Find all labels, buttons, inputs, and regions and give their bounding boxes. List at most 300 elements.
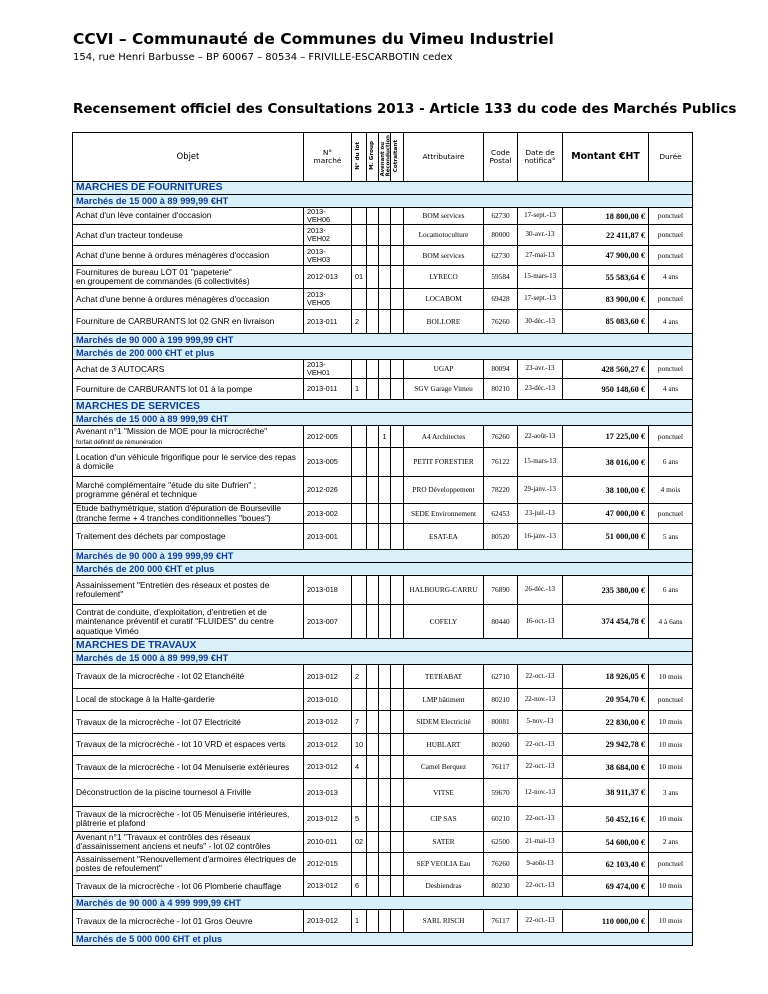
group-title: Marchés de 90 000 à 199 999,99 €HT (73, 334, 693, 347)
cell-avenant (379, 605, 391, 639)
cell-duree: ponctuel (649, 426, 693, 448)
group-title: Marchés de 90 000 à 4 999 999,99 €HT (73, 897, 693, 910)
cell-duree: ponctuel (649, 504, 693, 524)
cell-mgroup (367, 477, 379, 504)
cell-code-postal: 76260 (484, 426, 518, 448)
cell-marche: 2013-013 (304, 779, 352, 807)
cell-marche: 2012-015 (304, 853, 352, 876)
table-row (73, 689, 693, 711)
cell-avenant (379, 266, 391, 289)
objet-text: Achat d'une benne à ordures ménagères d'occasion (76, 293, 270, 304)
cell-duree: ponctuel (649, 225, 693, 246)
column-header-date: Date de notifica° (518, 133, 563, 182)
cell-mgroup (367, 360, 379, 379)
cell-attributaire: BOM services (404, 246, 484, 266)
cell-cotraitant (391, 524, 404, 550)
cell-montant: 29 942,78 € (563, 734, 649, 756)
cell-attributaire: ESAT-EA (404, 524, 484, 550)
cell-marche: 2012-026 (304, 477, 352, 504)
cell-code-postal: 80094 (484, 360, 518, 379)
cell-mgroup (367, 246, 379, 266)
objet-text: Location d'un véhicule frigorifique pour le service des repas à domicile (76, 451, 296, 472)
cell-objet (73, 289, 304, 310)
cell-objet (73, 756, 304, 779)
section-header (73, 182, 693, 195)
cell-montant: 55 583,64 € (563, 266, 649, 289)
objet-text: Achat d'un tracteur tondeuse (76, 229, 183, 240)
cell-code-postal: 62453 (484, 504, 518, 524)
group-header (73, 897, 693, 910)
cell-cotraitant (391, 379, 404, 400)
cell-date: 22-août-13 (518, 426, 563, 448)
cell-avenant (379, 711, 391, 734)
section-title: MARCHES DE TRAVAUX (73, 639, 693, 652)
cell-lot: 01 (352, 266, 367, 289)
objet-text: Marché complémentaire "étude du site Dufrien" ; programme général et technique (76, 479, 257, 500)
cell-attributaire: Locamotoculture (404, 225, 484, 246)
cell-code-postal: 62500 (484, 832, 518, 853)
cell-date: 15-mars-13 (518, 448, 563, 477)
column-header-montant: Montant €HT (563, 133, 649, 182)
cell-date: 23-déc.-13 (518, 379, 563, 400)
cell-date: 9-août-13 (518, 853, 563, 876)
cell-code-postal: 76117 (484, 910, 518, 933)
cell-code-postal: 59670 (484, 779, 518, 807)
table-row (73, 504, 693, 524)
cell-attributaire: BOLLORE (404, 310, 484, 334)
cell-mgroup (367, 605, 379, 639)
cell-montant: 18 926,05 € (563, 665, 649, 689)
cell-avenant (379, 225, 391, 246)
objet-text: Contrat de conduite, d'exploitation, d'entretien et de maintenance préventif et curatif "FLUIDES" du centre aquatique Viméo (76, 606, 274, 636)
cell-date: 22-oct.-13 (518, 910, 563, 933)
cell-objet (73, 477, 304, 504)
cell-lot (352, 360, 367, 379)
organization-name: CCVI – Communauté de Communes du Vimeu Industriel (73, 30, 554, 48)
cell-marche: 2013-VEH03 (304, 246, 352, 266)
cell-attributaire: SEP VEOLIA Eau (404, 853, 484, 876)
cell-cotraitant (391, 426, 404, 448)
cell-montant: 17 225,00 € (563, 426, 649, 448)
cell-duree: 4 ans (649, 310, 693, 334)
objet-text: Travaux de la microcrèche - lot 10 VRD et espaces verts (76, 739, 286, 750)
cell-date: 30-déc.-13 (518, 310, 563, 334)
cell-cotraitant (391, 807, 404, 832)
cell-attributaire: SEDE Environnement (404, 504, 484, 524)
cell-cotraitant (391, 576, 404, 605)
cell-attributaire: A4 Architectes (404, 426, 484, 448)
cell-duree: ponctuel (649, 208, 693, 225)
group-header (73, 195, 693, 208)
cell-marche: 2013-011 (304, 310, 352, 334)
cell-attributaire: PETIT FORESTIER (404, 448, 484, 477)
cell-objet (73, 524, 304, 550)
cell-duree: ponctuel (649, 246, 693, 266)
table-row (73, 665, 693, 689)
cell-marche: 2013-011 (304, 379, 352, 400)
cell-code-postal: 62730 (484, 208, 518, 225)
cell-lot (352, 576, 367, 605)
cell-cotraitant (391, 853, 404, 876)
cell-duree: 10 mois (649, 807, 693, 832)
objet-text: Local de stockage à la Halte-garderie (76, 694, 215, 705)
table-row (73, 832, 693, 853)
cell-montant: 110 000,00 € (563, 910, 649, 933)
table-header-row (73, 133, 693, 182)
cell-lot (352, 246, 367, 266)
cell-cotraitant (391, 689, 404, 711)
cell-lot: 6 (352, 876, 367, 897)
cell-avenant (379, 246, 391, 266)
cell-avenant (379, 310, 391, 334)
objet-text: Fournitures de bureau LOT 01 "papeterie" (76, 266, 232, 277)
cell-avenant (379, 807, 391, 832)
cell-cotraitant (391, 756, 404, 779)
cell-lot: 02 (352, 832, 367, 853)
cell-mgroup (367, 208, 379, 225)
group-header (73, 347, 693, 360)
objet-text: Fourniture de CARBURANTS lot 01 à la pompe (76, 383, 253, 394)
cell-cotraitant (391, 266, 404, 289)
objet-note: forfait définitif de rémunération (76, 438, 163, 446)
organization-address: 154, rue Henri Barbusse – BP 60067 – 80534 – FRIVILLE-ESCARBOTIN cedex (73, 52, 453, 63)
cell-date: 30-avr.-13 (518, 225, 563, 246)
cell-marche: 2013-VEH02 (304, 225, 352, 246)
table-row (73, 379, 693, 400)
section-title: MARCHES DE FOURNITURES (73, 182, 693, 195)
cell-mgroup (367, 665, 379, 689)
cell-objet (73, 448, 304, 477)
cell-code-postal: 80210 (484, 379, 518, 400)
cell-montant: 47 900,00 € (563, 246, 649, 266)
cell-attributaire: SGV Garage Vimeu (404, 379, 484, 400)
cell-mgroup (367, 807, 379, 832)
cell-mgroup (367, 504, 379, 524)
cell-mgroup (367, 379, 379, 400)
cell-marche: 2013-012 (304, 807, 352, 832)
cell-cotraitant (391, 734, 404, 756)
cell-avenant (379, 289, 391, 310)
cell-mgroup (367, 876, 379, 897)
cell-montant: 47 000,00 € (563, 504, 649, 524)
cell-mgroup (367, 689, 379, 711)
cell-duree: 3 ans (649, 779, 693, 807)
cell-objet (73, 504, 304, 524)
cell-date: 22-oct.-13 (518, 665, 563, 689)
group-title: Marchés de 15 000 à 89 999,99 €HT (73, 195, 693, 208)
cell-mgroup (367, 910, 379, 933)
cell-cotraitant (391, 246, 404, 266)
group-header (73, 413, 693, 426)
cell-marche: 2010-011 (304, 832, 352, 853)
cell-code-postal: 76122 (484, 448, 518, 477)
table-row (73, 360, 693, 379)
cell-lot (352, 605, 367, 639)
cell-lot (352, 504, 367, 524)
cell-cotraitant (391, 225, 404, 246)
cell-date: 23-avr.-13 (518, 360, 563, 379)
cell-attributaire: LYRECO (404, 266, 484, 289)
cell-attributaire: CIP SAS (404, 807, 484, 832)
cell-cotraitant (391, 711, 404, 734)
table-body (73, 182, 693, 946)
table-row (73, 524, 693, 550)
cell-lot (352, 779, 367, 807)
cell-cotraitant (391, 360, 404, 379)
cell-mgroup (367, 225, 379, 246)
cell-lot: 2 (352, 310, 367, 334)
cell-avenant (379, 379, 391, 400)
cell-objet (73, 310, 304, 334)
cell-mgroup (367, 310, 379, 334)
objet-text: Traitement des déchets par compostage (76, 531, 226, 542)
cell-attributaire: PRO Développement (404, 477, 484, 504)
cell-lot (352, 225, 367, 246)
objet-text: Assainissement "Renouvellement d'armoires électriques de postes de refoulement" (76, 853, 297, 874)
cell-avenant (379, 576, 391, 605)
cell-objet (73, 853, 304, 876)
cell-duree: ponctuel (649, 689, 693, 711)
cell-cotraitant (391, 289, 404, 310)
group-title: Marchés de 5 000 000 €HT et plus (73, 933, 693, 946)
cell-attributaire: LMP bâtiment (404, 689, 484, 711)
cell-marche: 2013-012 (304, 711, 352, 734)
table-row (73, 779, 693, 807)
cell-objet (73, 807, 304, 832)
cell-date: 17-sept.-13 (518, 289, 563, 310)
cell-marche: 2012-013 (304, 266, 352, 289)
cell-date: 22-oct.-13 (518, 807, 563, 832)
cell-duree: ponctuel (649, 360, 693, 379)
cell-date: 26-déc.-13 (518, 576, 563, 605)
cell-attributaire: VITSE (404, 779, 484, 807)
cell-objet (73, 779, 304, 807)
cell-montant: 51 000,00 € (563, 524, 649, 550)
cell-objet (73, 832, 304, 853)
cell-objet (73, 711, 304, 734)
cell-mgroup (367, 524, 379, 550)
cell-avenant (379, 208, 391, 225)
section-header (73, 400, 693, 413)
table-row (73, 426, 693, 448)
table-row (73, 734, 693, 756)
cell-montant: 20 954,70 € (563, 689, 649, 711)
objet-text-line2: en groupement de commandes (6 collectivités) (76, 276, 250, 287)
cell-attributaire: SARL RISCH (404, 910, 484, 933)
cell-avenant (379, 665, 391, 689)
cell-cotraitant (391, 477, 404, 504)
cell-marche: 2013-007 (304, 605, 352, 639)
cell-duree: 4 ans (649, 379, 693, 400)
cell-code-postal: 60210 (484, 807, 518, 832)
cell-date: 17-sept.-13 (518, 208, 563, 225)
cell-duree: ponctuel (649, 289, 693, 310)
cell-marche: 2013-001 (304, 524, 352, 550)
cell-attributaire: TETRABAT (404, 665, 484, 689)
cell-montant: 50 452,16 € (563, 807, 649, 832)
cell-montant: 22 411,87 € (563, 225, 649, 246)
cell-attributaire: Desbiendras (404, 876, 484, 897)
cell-lot: 1 (352, 379, 367, 400)
group-title: Marchés de 15 000 à 89 999,99 €HT (73, 413, 693, 426)
group-title: Marchés de 15 000 à 89 999,99 €HT (73, 652, 693, 665)
cell-code-postal: 80210 (484, 689, 518, 711)
table-row (73, 853, 693, 876)
cell-objet (73, 689, 304, 711)
cell-lot: 2 (352, 665, 367, 689)
cell-objet (73, 734, 304, 756)
cell-lot (352, 853, 367, 876)
objet-text: Achat d'un lève container d'occasion (76, 210, 212, 221)
cell-date: 27-mai-13 (518, 246, 563, 266)
cell-montant: 18 800,00 € (563, 208, 649, 225)
cell-montant: 374 454,78 € (563, 605, 649, 639)
cell-objet (73, 576, 304, 605)
group-header (73, 652, 693, 665)
cell-attributaire: SIDEM Electricité (404, 711, 484, 734)
cell-code-postal: 80081 (484, 711, 518, 734)
cell-attributaire: HUBLART (404, 734, 484, 756)
cell-marche: 2013-012 (304, 910, 352, 933)
cell-cotraitant (391, 832, 404, 853)
cell-mgroup (367, 448, 379, 477)
cell-cotraitant (391, 910, 404, 933)
cell-avenant (379, 504, 391, 524)
cell-objet (73, 246, 304, 266)
table-row (73, 448, 693, 477)
cell-duree: ponctuel (649, 853, 693, 876)
cell-mgroup (367, 734, 379, 756)
cell-objet (73, 225, 304, 246)
column-header-avenant: Avenant ou Reconduction (379, 133, 391, 182)
cell-objet (73, 665, 304, 689)
column-header-lot: N° du lot (352, 133, 367, 182)
cell-code-postal: 78220 (484, 477, 518, 504)
consultations-table (72, 132, 693, 946)
cell-cotraitant (391, 208, 404, 225)
table-row (73, 310, 693, 334)
table-row (73, 289, 693, 310)
cell-duree: 10 mois (649, 876, 693, 897)
cell-avenant (379, 524, 391, 550)
cell-lot: 4 (352, 756, 367, 779)
cell-montant: 85 083,60 € (563, 310, 649, 334)
objet-text: Avenant n°1 "Travaux et contrôles des réseaux d'assainissement anciens et neufs" - lot 02 contrôles (76, 831, 271, 852)
table-row (73, 208, 693, 225)
column-header-duree: Durée (649, 133, 693, 182)
cell-date: 22-oct.-13 (518, 734, 563, 756)
cell-lot: 5 (352, 807, 367, 832)
cell-avenant (379, 734, 391, 756)
cell-mgroup (367, 426, 379, 448)
table-row (73, 910, 693, 933)
cell-mgroup (367, 756, 379, 779)
cell-cotraitant (391, 448, 404, 477)
cell-attributaire: UGAP (404, 360, 484, 379)
cell-duree: 10 mois (649, 711, 693, 734)
cell-date: 22-oct.-13 (518, 756, 563, 779)
cell-code-postal: 76260 (484, 853, 518, 876)
cell-duree: 10 mois (649, 665, 693, 689)
cell-marche: 2013-010 (304, 689, 352, 711)
cell-marche: 2013-012 (304, 756, 352, 779)
cell-objet (73, 379, 304, 400)
cell-code-postal: 76890 (484, 576, 518, 605)
cell-montant: 235 380,00 € (563, 576, 649, 605)
table-row (73, 605, 693, 639)
cell-avenant: 1 (379, 426, 391, 448)
cell-date: 29-janv.-13 (518, 477, 563, 504)
objet-text: Achat de 3 AUTOCARS (76, 363, 165, 374)
table-row (73, 246, 693, 266)
cell-date: 12-nov.-13 (518, 779, 563, 807)
objet-text: Travaux de la microcrèche - lot 01 Gros Oeuvre (76, 915, 253, 926)
cell-cotraitant (391, 779, 404, 807)
cell-montant: 38 016,00 € (563, 448, 649, 477)
objet-text: Avenant n°1 "Mission de MOE pour la microcrèche" (76, 426, 268, 437)
cell-montant: 62 103,40 € (563, 853, 649, 876)
cell-avenant (379, 876, 391, 897)
cell-duree: 6 ans (649, 576, 693, 605)
cell-date: 16-oct.-13 (518, 605, 563, 639)
cell-cotraitant (391, 665, 404, 689)
cell-avenant (379, 910, 391, 933)
cell-cotraitant (391, 310, 404, 334)
cell-mgroup (367, 779, 379, 807)
group-title: Marchés de 200 000 €HT et plus (73, 347, 693, 360)
cell-montant: 38 100,00 € (563, 477, 649, 504)
cell-objet (73, 910, 304, 933)
cell-marche: 2013-012 (304, 876, 352, 897)
cell-montant: 83 900,00 € (563, 289, 649, 310)
cell-attributaire: COFELY (404, 605, 484, 639)
objet-text: Travaux de la microcrèche - lot 05 Menuiserie intérieures, plâtrerie et plafond (76, 808, 290, 829)
objet-text: Travaux de la microcrèche - lot 07 Electricité (76, 716, 241, 727)
cell-date: 21-mai-13 (518, 832, 563, 853)
cell-marche: 2013-012 (304, 665, 352, 689)
cell-code-postal: 59584 (484, 266, 518, 289)
cell-date: 5-nov.-13 (518, 711, 563, 734)
column-header-attributaire: Attributaire (404, 133, 484, 182)
cell-code-postal: 80000 (484, 225, 518, 246)
cell-objet (73, 266, 304, 289)
cell-code-postal: 76117 (484, 756, 518, 779)
cell-avenant (379, 689, 391, 711)
document-title: Recensement officiel des Consultations 2013 - Article 133 du code des Marchés Publics (73, 101, 737, 117)
objet-text: Travaux de la microcrèche - lot 02 Etanchéité (76, 671, 245, 682)
cell-lot (352, 289, 367, 310)
cell-duree: 2 ans (649, 832, 693, 853)
cell-code-postal: 62730 (484, 246, 518, 266)
cell-avenant (379, 779, 391, 807)
cell-montant: 69 474,00 € (563, 876, 649, 897)
cell-duree: 4 à 6ans (649, 605, 693, 639)
cell-date: 23-juil.-13 (518, 504, 563, 524)
cell-code-postal: 80230 (484, 876, 518, 897)
cell-date: 22-nov.-13 (518, 689, 563, 711)
table-row (73, 225, 693, 246)
cell-marche: 2013-005 (304, 448, 352, 477)
cell-lot (352, 689, 367, 711)
cell-montant: 54 600,00 € (563, 832, 649, 853)
table-row (73, 876, 693, 897)
cell-lot (352, 524, 367, 550)
table-row (73, 576, 693, 605)
table-row (73, 477, 693, 504)
group-title: Marchés de 200 000 €HT et plus (73, 563, 693, 576)
cell-marche: 2013-VEH01 (304, 360, 352, 379)
cell-mgroup (367, 266, 379, 289)
